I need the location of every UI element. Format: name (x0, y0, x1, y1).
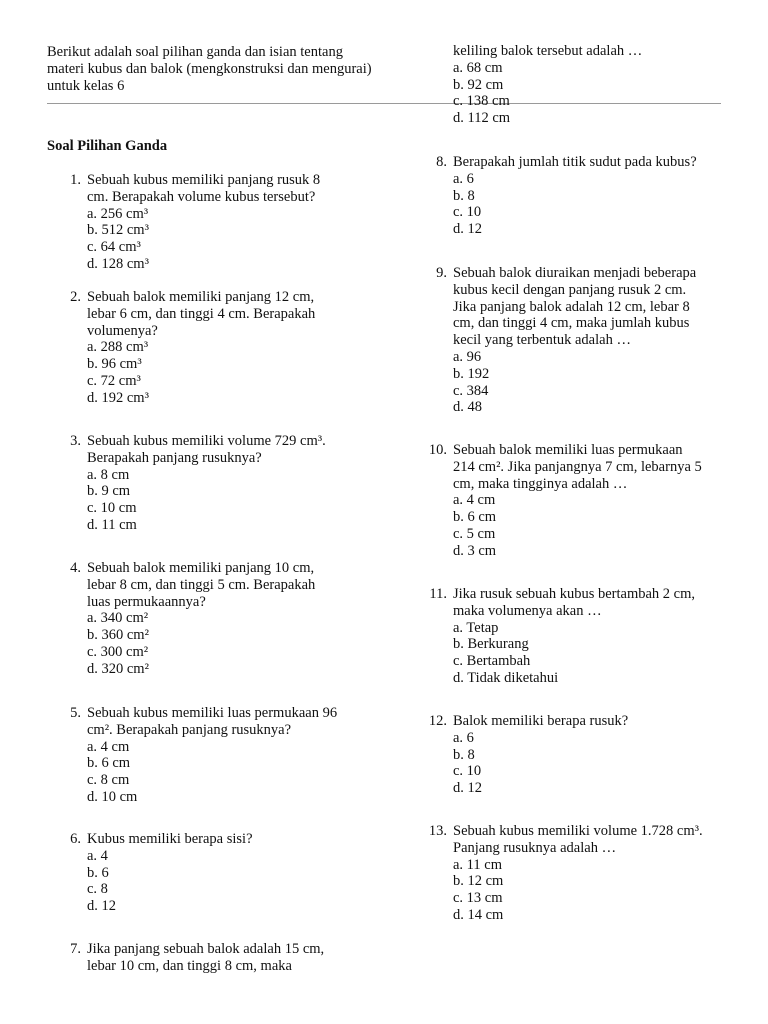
option: c. 8 cm (87, 772, 130, 789)
option: d. 12 (453, 221, 482, 238)
question-item (57, 433, 357, 534)
option: a. 11 cm (453, 856, 502, 873)
option: a. 288 cm³ (87, 339, 149, 356)
option: a. 6 (453, 729, 474, 746)
option: b. 8 (453, 746, 475, 763)
option: d. 112 cm (453, 110, 511, 127)
option: c. 8 (87, 881, 108, 898)
option: d. Tidak diketahui (453, 669, 559, 686)
question-text: Jika panjang balok adalah 12 cm, lebar 8 (453, 298, 690, 315)
question-item (423, 713, 743, 797)
option: c. 300 cm² (87, 643, 149, 660)
question-number: 12. (428, 713, 447, 729)
option: b. 6 cm (87, 755, 131, 772)
question-text: Sebuah kubus memiliki panjang rusuk 8 (87, 172, 321, 188)
option: b. 96 cm³ (87, 356, 142, 373)
question-number: 8. (436, 154, 447, 170)
question-number: 4. (70, 560, 81, 576)
question-number: 10. (428, 442, 447, 458)
question-text: lebar 10 cm, dan tinggi 8 cm, maka (87, 957, 292, 974)
question-number: 13. (428, 823, 447, 839)
option: a. 96 (453, 348, 482, 365)
question-item (57, 289, 357, 407)
option: a. 6 (453, 170, 474, 187)
option: b. 9 cm (87, 483, 131, 500)
option: b. 92 cm (453, 76, 504, 93)
intro-paragraph: Berikut adalah soal pilihan ganda dan isian tentang materi kubus dan balok (mengkonstruksi dan mengurai) untuk kelas 6 (47, 44, 372, 94)
option: a. 68 cm (453, 59, 503, 76)
option: d. 3 cm (453, 542, 497, 559)
section-heading: Soal Pilihan Ganda (47, 138, 168, 154)
question-item (57, 560, 357, 678)
question-text: Sebuah balok memiliki luas permukaan (453, 442, 683, 458)
option: c. 138 cm (453, 93, 510, 110)
option: a. Tetap (453, 619, 499, 636)
option: d. 14 cm (453, 906, 504, 923)
option: d. 192 cm³ (87, 389, 149, 406)
question-number: 5. (70, 705, 81, 721)
question-text: Berapakah panjang rusuknya? (87, 449, 262, 466)
question-item (57, 172, 357, 273)
question-number: 11. (429, 586, 447, 602)
option: b. 360 cm² (87, 627, 149, 644)
question-text: Panjang rusuknya adalah … (453, 839, 617, 856)
question-text: cm, dan tinggi 4 cm, maka jumlah kubus (453, 315, 690, 332)
question-text: Sebuah kubus memiliki luas permukaan 96 (87, 705, 338, 721)
option: a. 4 cm (87, 738, 130, 755)
question-number: 2. (70, 289, 81, 305)
question-text: lebar 8 cm, dan tinggi 5 cm. Berapakah (87, 576, 316, 593)
option: c. 64 cm³ (87, 239, 141, 256)
question-text: maka volumenya akan … (453, 602, 602, 619)
question-text: cm, maka tingginya adalah … (453, 475, 628, 492)
question-item (57, 831, 357, 915)
option: a. 4 cm (453, 492, 496, 509)
question-item (57, 705, 357, 806)
question-text: Balok memiliki berapa rusuk? (453, 713, 629, 729)
option: c. 13 cm (453, 890, 503, 907)
question-text: cm. Berapakah volume kubus tersebut? (87, 188, 316, 205)
question-number: 3. (70, 433, 81, 449)
option: d. 320 cm² (87, 660, 149, 677)
question-item (423, 154, 743, 238)
question-number: 7. (70, 941, 81, 957)
option: b. 512 cm³ (87, 222, 149, 239)
question-text: Berapakah jumlah titik sudut pada kubus? (453, 154, 697, 170)
option: c. 10 cm (87, 500, 137, 517)
option: c. Bertambah (453, 653, 531, 670)
question-text: 214 cm². Jika panjangnya 7 cm, lebarnya 5 (453, 458, 702, 475)
question-text: Sebuah kubus memiliki volume 1.728 cm³. (453, 823, 703, 839)
option: d. 12 (87, 898, 116, 915)
question-6-continuation (453, 43, 642, 127)
question-number: 9. (436, 265, 447, 281)
question-text: Sebuah balok memiliki panjang 10 cm, (87, 560, 315, 576)
question-text: luas permukaannya? (87, 593, 206, 610)
option: b. 6 cm (453, 509, 497, 526)
option: a. 8 cm (87, 466, 130, 483)
question-text: volumenya? (87, 322, 158, 339)
option: c. 10 (453, 204, 482, 221)
option: c. 72 cm³ (87, 372, 141, 389)
option: a. 256 cm³ (87, 205, 149, 222)
question-item (57, 941, 357, 975)
question-item (423, 265, 743, 416)
option: b. 12 cm (453, 873, 504, 890)
question-number: 6. (70, 831, 81, 847)
option: d. 12 (453, 780, 482, 797)
question-text: kecil yang terbentuk adalah … (453, 332, 631, 349)
question-text: Jika rusuk sebuah kubus bertambah 2 cm, (453, 586, 696, 602)
option: d. 10 cm (87, 788, 138, 805)
option: a. 4 (87, 847, 108, 864)
option: d. 48 (453, 399, 482, 416)
question-number: 1. (70, 172, 81, 188)
option: d. 11 cm (87, 516, 137, 533)
option: b. Berkurang (453, 636, 529, 653)
question-text: Sebuah balok memiliki panjang 12 cm, (87, 289, 315, 305)
option: c. 384 (453, 382, 489, 399)
question-text: lebar 6 cm, dan tinggi 4 cm. Berapakah (87, 305, 316, 322)
question-text: kubus kecil dengan panjang rusuk 2 cm. (453, 281, 687, 298)
question-item (423, 823, 743, 924)
question-item (423, 586, 743, 687)
question-text: Kubus memiliki berapa sisi? (87, 831, 253, 847)
question-text: cm². Berapakah panjang rusuknya? (87, 721, 292, 738)
option: b. 6 (87, 864, 109, 881)
option: d. 128 cm³ (87, 255, 149, 272)
option: c. 10 (453, 763, 482, 780)
question-item (423, 442, 743, 560)
option: c. 5 cm (453, 525, 496, 542)
continuation-text: keliling balok tersebut adalah … (453, 43, 643, 59)
option: a. 340 cm² (87, 610, 149, 627)
question-text: Sebuah kubus memiliki volume 729 cm³. (87, 433, 326, 449)
question-text: Jika panjang sebuah balok adalah 15 cm, (87, 941, 325, 957)
question-text: Sebuah balok diuraikan menjadi beberapa (453, 265, 697, 281)
option: b. 8 (453, 187, 475, 204)
option: b. 192 (453, 365, 490, 382)
